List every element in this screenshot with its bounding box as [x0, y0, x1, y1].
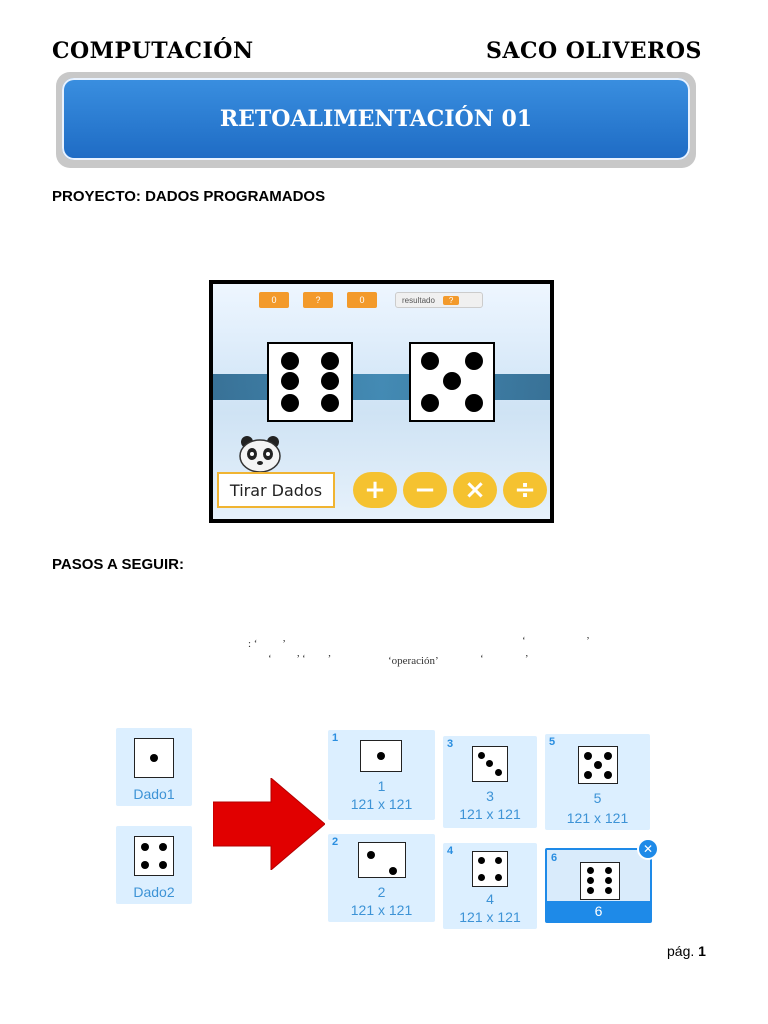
pip — [367, 851, 375, 859]
project-heading: PROYECTO: DADOS PROGRAMADOS — [52, 188, 326, 205]
pip — [587, 867, 594, 874]
costume-2[interactable] — [328, 834, 435, 922]
costume-index: 6 — [551, 852, 558, 864]
close-icon[interactable]: ✕ — [637, 838, 659, 860]
costume-3[interactable] — [443, 736, 537, 828]
panda-icon — [235, 434, 285, 474]
instruction-quote-marks: ‘ ’ ‘ ’ — [268, 653, 332, 665]
dado1-thumbnail — [134, 738, 174, 778]
costume-thumbnail — [578, 746, 618, 784]
costume-size: 121 x 121 — [350, 796, 413, 812]
sprite-dado1[interactable] — [116, 728, 192, 806]
pip — [478, 874, 485, 881]
costume-index: 2 — [332, 836, 339, 848]
pip — [587, 877, 594, 884]
costume-size: 121 x 121 — [459, 806, 521, 822]
multiply-button[interactable]: × — [453, 472, 497, 508]
die-1-pip — [321, 372, 339, 390]
costume-thumbnail — [360, 740, 402, 772]
die-1-pip — [281, 352, 299, 370]
die-2-pip — [465, 352, 483, 370]
costume-4[interactable] — [443, 843, 537, 929]
score-box-3: 0 — [347, 292, 377, 308]
pip — [141, 861, 149, 869]
die-1-pip — [321, 394, 339, 412]
subject-title: COMPUTACIÓN — [52, 38, 254, 64]
pip — [604, 771, 612, 779]
score-box-1: 0 — [259, 292, 289, 308]
pip — [605, 867, 612, 874]
result-display — [395, 292, 483, 308]
costume-name: 1 — [377, 778, 386, 794]
school-name: SACO OLIVEROS — [486, 38, 702, 64]
game-screenshot — [209, 280, 554, 523]
instruction-quote-marks: ‘ ’ — [522, 635, 590, 647]
costume-thumbnail — [580, 862, 620, 900]
die-1-pip — [281, 394, 299, 412]
pip — [150, 754, 158, 762]
instruction-operacion: ‘operación’ — [388, 655, 439, 667]
costume-index: 5 — [549, 736, 556, 748]
costume-name: 5 — [593, 790, 602, 806]
die-2-pip — [465, 394, 483, 412]
costume-size: 121 x 121 — [459, 909, 521, 925]
sprite-name: Dado2 — [133, 884, 175, 900]
result-value: ? — [443, 296, 459, 305]
costume-name-selected: 6 — [547, 901, 650, 921]
die-2-pip — [443, 372, 461, 390]
die-2 — [409, 342, 495, 422]
costume-name: 3 — [486, 788, 494, 804]
pip — [389, 867, 397, 875]
costume-name: 2 — [377, 884, 386, 900]
pip — [478, 857, 485, 864]
costume-6-selected[interactable] — [545, 848, 652, 923]
costume-index: 3 — [447, 738, 454, 750]
banner-title: RETOALIMENTACIÓN 01 — [219, 106, 533, 132]
die-1-pip — [281, 372, 299, 390]
instruction-quote-marks: : ‘ ’ — [248, 638, 286, 650]
steps-heading: PASOS A SEGUIR: — [52, 556, 184, 573]
pip — [495, 857, 502, 864]
pip — [495, 769, 502, 776]
page-number: 1 — [698, 943, 706, 959]
roll-dice-button[interactable]: Tirar Dados — [217, 472, 335, 508]
sprite-dado2[interactable] — [116, 826, 192, 904]
page-label: pág. — [667, 943, 695, 959]
score-box-2: ? — [303, 292, 333, 308]
pip — [604, 752, 612, 760]
costume-size: 121 x 121 — [566, 810, 629, 826]
water-background — [213, 374, 550, 400]
pip — [159, 861, 167, 869]
subtract-button[interactable]: − — [403, 472, 447, 508]
pip — [587, 887, 594, 894]
page-footer — [667, 943, 706, 959]
costume-thumbnail — [358, 842, 406, 878]
die-1-pip — [321, 352, 339, 370]
pip — [377, 752, 385, 760]
die-2-pip — [421, 394, 439, 412]
die-1 — [267, 342, 353, 422]
result-label: resultado — [402, 295, 435, 305]
die-2-pip — [421, 352, 439, 370]
pip — [594, 761, 602, 769]
pip — [584, 752, 592, 760]
costume-thumbnail — [472, 746, 508, 782]
instruction-quote-marks: ‘ ’ — [480, 653, 529, 665]
pip — [584, 771, 592, 779]
costume-thumbnail — [472, 851, 508, 887]
costume-size: 121 x 121 — [350, 902, 413, 918]
pip — [605, 877, 612, 884]
sprite-name: Dado1 — [133, 786, 175, 802]
pip — [605, 887, 612, 894]
costume-5[interactable] — [545, 734, 650, 830]
dado2-thumbnail — [134, 836, 174, 876]
pip — [478, 752, 485, 759]
pip — [159, 843, 167, 851]
costume-index: 4 — [447, 845, 454, 857]
costume-1[interactable] — [328, 730, 435, 820]
costume-name: 4 — [486, 891, 494, 907]
pip — [486, 760, 493, 767]
pip — [495, 874, 502, 881]
pip — [141, 843, 149, 851]
costume-index: 1 — [332, 732, 339, 744]
right-arrow-icon — [213, 778, 325, 870]
add-button[interactable]: + — [353, 472, 397, 508]
divide-button[interactable]: ÷ — [503, 472, 547, 508]
